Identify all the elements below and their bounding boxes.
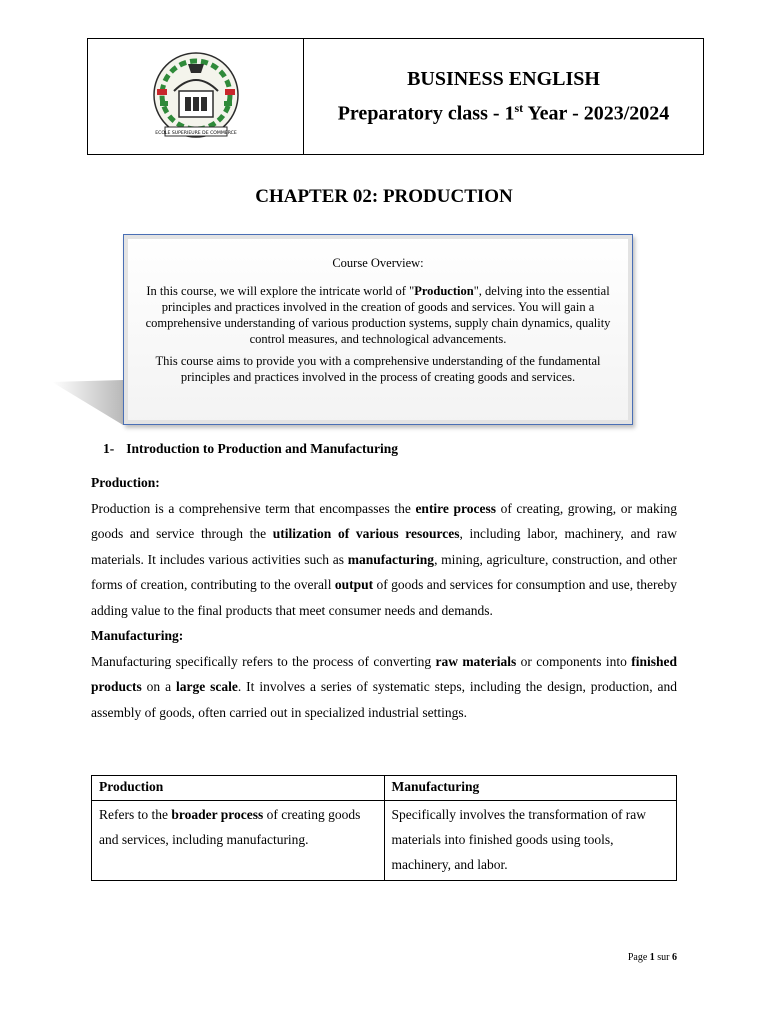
header-box <box>87 38 704 155</box>
comparison-table <box>91 775 677 881</box>
class-year: Preparatory class - 1st Year - 2023/2024 <box>337 100 670 125</box>
production-section <box>91 470 677 725</box>
manufacturing-paragraph: Manufacturing specifically refers to the process of converting raw materials or components into finished products on a large scale. It involves a series of systematic steps, including the design, production, and assembly of goods, often carried out in specialized industrial settings. <box>91 653 677 720</box>
overview-paragraph-1: In this course, we will explore the intricate world of "Production", delving into the essential principles and practices involved in the creation of goods and services. You will gain a comprehensive understanding of various production systems, supply chain dynamics, quality control measures, and technological advancements. <box>145 284 611 346</box>
school-logo <box>148 49 244 145</box>
manufacturing-heading: Manufacturing: <box>91 628 184 643</box>
chapter-title: CHAPTER 02: PRODUCTION <box>255 186 513 207</box>
overview-title: Course Overview: <box>332 256 424 270</box>
course-overview-box <box>123 234 633 425</box>
page-footer: Page 1 sur 6 <box>627 952 677 963</box>
table-cell-production: Refers to the broader process of creating goods and services, including manufacturing. <box>92 801 385 881</box>
table-cell-manufacturing: Specifically involves the transformation of raw materials into finished goods using tools, machinery, and labor. <box>384 801 677 881</box>
title-cell <box>304 39 703 154</box>
logo-cell <box>88 39 304 154</box>
table-header-row <box>92 776 677 801</box>
overview-paragraph-2: This course aims to provide you with a comprehensive understanding of the fundamental principles and practices involved in the process of creating goods and services. <box>155 354 601 384</box>
table-header-manufacturing: Manufacturing <box>384 776 677 801</box>
section-heading: 1- Introduction to Production and Manufacturing <box>103 441 399 456</box>
table-row <box>92 801 677 881</box>
production-paragraph: Production is a comprehensive term that encompasses the entire process of creating, growing, or making goods and service through the utilization of various resources, including labor, machinery, and raw materials. It includes various activities such as manufacturing, mining, agriculture, construction, and other forms of creation, contributing to the overall output of goods and services for consumption and use, thereby adding value to the final products that meet consumer needs and demands. <box>91 500 678 618</box>
table-header-production: Production <box>92 776 385 801</box>
production-heading: Production: <box>91 475 160 490</box>
svg-text:ECOLE SUPERIEURE DE COMMERCE: ECOLE SUPERIEURE DE COMMERCE <box>154 130 237 136</box>
course-title: BUSINESS ENGLISH <box>407 67 600 90</box>
